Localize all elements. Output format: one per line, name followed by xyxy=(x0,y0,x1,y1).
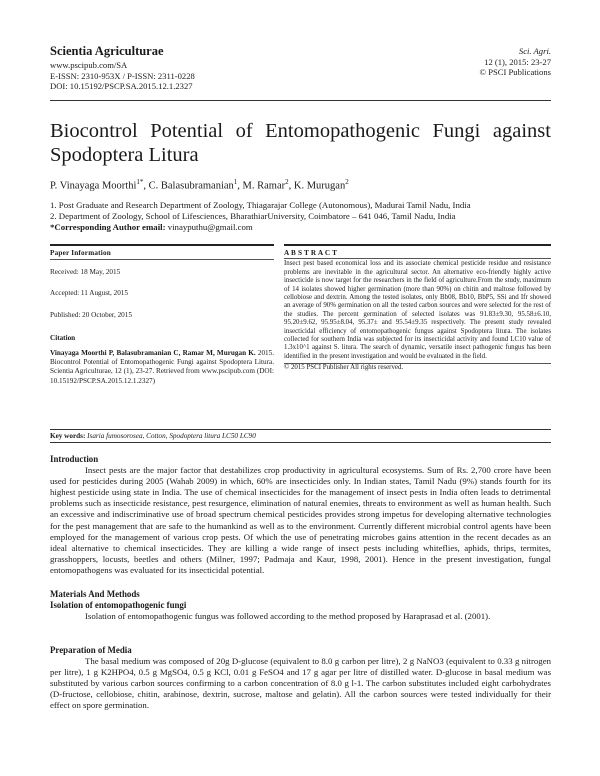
title-word: Potential xyxy=(150,120,224,142)
methods-section xyxy=(50,589,551,622)
citation-heading: Citation xyxy=(50,333,76,342)
received-date: Received: 18 May, 2015 xyxy=(50,268,121,277)
keywords-bottom-rule xyxy=(50,442,551,443)
paper-title xyxy=(50,119,551,167)
keywords-top-rule xyxy=(50,429,551,430)
keywords xyxy=(50,432,256,440)
abstract-copyright: © 2015 PSCI Publisher All rights reserved. xyxy=(284,364,404,372)
title-word: of xyxy=(235,120,253,142)
isolation-heading: Isolation of entomopathogenic fungi xyxy=(50,600,187,611)
corresponding-email[interactable]: vinayputhu@gmail.com xyxy=(167,222,253,233)
keywords-list: Isaria fumosorosea, Cotton, Spodoptera litura LC50 LC90 xyxy=(87,432,256,440)
author-list: P. Vinayaga Moorthi$^{1*}$, C. Balasubramanian$^1$, M. Ramar$^2$, K. Murugan$^2$ xyxy=(50,178,349,192)
abstract-text: Insect pest based economical loss and its associate chemical pesticide residue and resistance problems are inevitable in the agricultural sector. An alternative eco-friendly highly active insecticide is now target for the researchers in the field of agriculture.From the study, maximum of 14 isolates showed higher germination (more than 90%) on chitin and maltose followed by cellobiose and dextrin. Among the tested isolates, only Bb08, Bb10, BbP5, SSi and Ifr showed an average of 90% germination on all the tested carbon sources and were selected for the rest of the studies. The percent germination of selected isolates was 91.83±9.30, 95.58±6.10, 95.20±9.62, 95.95±8.04, 95.37± and 95.54±9.35 respectively. The present study revealed insecticidal efficiency of entomopathogenic fungus against Spodoptera litura. The isolates collected for southern India was subjected for its insecticidal activity and found LC10 value of 1.3x10^1 against S. litura. The search of dynamic, versatile insect pathogenic fungus has been identified in the present investigation and would be evaluated in the field. xyxy=(284,260,551,360)
journal-title: Scientia Agriculturae xyxy=(50,44,164,58)
header-divider xyxy=(50,100,551,101)
journal-issn: E-ISSN: 2310-953X / P-ISSN: 2311-0228 xyxy=(50,70,195,81)
citation-text xyxy=(50,349,274,386)
paper-info-heading: Paper Information xyxy=(50,249,111,257)
journal-citation-box xyxy=(480,46,551,78)
isolation-text: Isolation of entomopathogenic fungus was followed according to the method proposed by Haraprasad et al. (2001). xyxy=(85,611,491,622)
published-date: Published: 20 October, 2015 xyxy=(50,310,132,319)
media-text: The basal medium was composed of 20g D-glucose (equivalent to 8.0 g carbon per litre), 2 g NaNO3 (equivalent to 0.33 g nitrogen per litre), 1 g K2HPO4, 0.5 g MgSO4, 0.5 g KCl, 0.01 g FeSO4 and 17 g agar per litre of distilled water. D-glucose in basal medium was substituted by various carbon sources confirming to a carbon concentration of 8.0 g l-1. The carbon substitutes included eight carbohydrates (D-fructose, cellobiose, chitin, arabinose, dextrin, sucrose, maltose and gelatin). All the carbon sources were tested individually for their effect on spore germination. xyxy=(50,656,551,711)
corresponding-author xyxy=(50,222,471,233)
title-word: Entomopathogenic xyxy=(265,120,421,142)
journal-doi: DOI: 10.15192/PSCP.SA.2015.12.1.2327 xyxy=(50,81,193,92)
journal-meta xyxy=(50,60,195,92)
affiliation-2: 2. Department of Zoology, School of Lifesciences, BharathiarUniversity, Coimbatore – 641 046, Tamil Nadu, India xyxy=(50,211,456,222)
journal-copyright: © PSCI Publications xyxy=(479,67,551,78)
paper-title-line-1 xyxy=(50,119,551,143)
introduction-section xyxy=(50,454,551,576)
abstract xyxy=(284,249,551,373)
methods-heading: Materials And Methods xyxy=(50,589,140,599)
keywords-label: Key words: xyxy=(50,432,86,440)
paper-title-line-2: Spodoptera Litura xyxy=(50,144,199,166)
media-section xyxy=(50,645,551,712)
introduction-heading: Introduction xyxy=(50,454,99,464)
affiliations xyxy=(50,200,471,234)
title-word: Biocontrol xyxy=(50,120,138,142)
paper-information xyxy=(50,249,274,386)
media-heading: Preparation of Media xyxy=(50,645,132,655)
corresponding-label: *Corresponding Author email: xyxy=(50,222,166,233)
journal-abbrev: Sci. Agri. xyxy=(518,46,551,56)
citation-authors: Vinayaga Moorthi P, Balasubramanian C, Ramar M, Murugan K. xyxy=(50,349,256,358)
paper-info-top-rule xyxy=(50,244,274,246)
citation-details: 2015. Biocontrol Potential of Entomopathogenic Fungi against Spodoptera Litura. Scientia Agriculturae, 12 (1), 23-27. Retrieved from www.pscipub.com (DOI: 10.15192/PSCP.SA.2015.12.1.2327) xyxy=(50,349,275,385)
title-word: against xyxy=(492,120,551,142)
introduction-text: Insect pests are the major factor that destabilizes crop productivity in agricultural ecosystems. Sum of Rs. 2,700 crore have been used for pesticides during 2005 (Wahab 2009) in which, 60% are insecticides only. In Indian states, Tamil Nadu (9%) stands fourth for its highest pesticide using state in India. The use of chemical insecticides for the management of insect pests in India often leads to detrimental problems such as insecticide resistance, pest resurgence, elimination of natural enemies, threats to environment as well as human health. Such an excessive and indiscriminative use of broad spectrum chemical pesticides provides strong impetus for developing alternative technologies for the pest management that are safe to the humankind as well as to the environment. Currently different microbial control agents have been employed for the management of various crop pests. Of which the use of penetrating microbes gains attention in the recent decades as an ideal alternative to chemical insecticides. They are killing a wide range of insect pests including whiteflies, aphids, thrips, termites, grasshoppers, locusts, beetles and others (Milner, 1997; Padmaja and Kaur, 1998, 2001). Hence in the present investigation, fungal entomopathogens was evaluated for its insecticidal potential. xyxy=(50,465,551,575)
journal-volume: 12 (1), 2015: 23-27 xyxy=(484,56,551,67)
journal-url[interactable]: www.pscipub.com/SA xyxy=(50,60,128,70)
title-word: Fungi xyxy=(432,120,481,142)
affiliation-1: 1. Post Graduate and Research Department of Zoology, Thiagarajar College (Autonomous), Madurai Tamil Nadu, India xyxy=(50,200,471,210)
abstract-heading: A B S T R A C T xyxy=(284,249,338,257)
abstract-top-rule xyxy=(284,244,551,246)
accepted-date: Accepted: 11 August, 2015 xyxy=(50,289,128,298)
